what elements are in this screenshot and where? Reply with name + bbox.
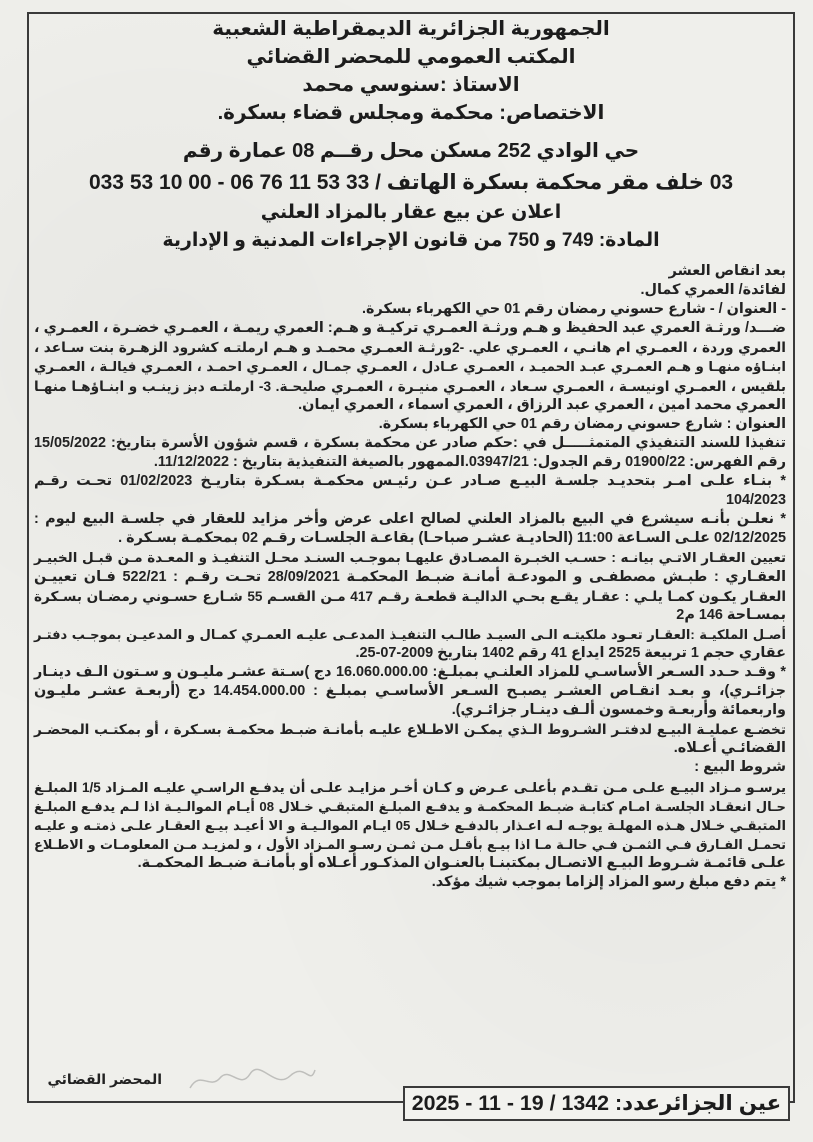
body-line: ضـــد/ ورثـة العمري عبد الحفيظ و هـم ورثـة العمـري تركيـة و هـم: العمري ريمـة ، العمـري خضـرة ، العمـري ، — [34, 320, 786, 337]
signature-label: المحضر القضائي — [47, 1071, 162, 1087]
body-line: العقـاري : طبـش مصطفـى و المودعـة أمانـة ضبـط المحكمـة 28/09/2021 تحـت رقـم : 522/21 فـان تعييـن — [34, 568, 787, 585]
signature-scribble-icon — [180, 1060, 320, 1100]
body-line: * وقـد حـدد السـعر الأساسـي للمزاد العلنـي بمبلـغ: 16.060.000.00 دج )سـتة عشـر مليـون و سـتون الـف دينـار — [34, 663, 786, 680]
body-line: أصـل الملكيـة :العقـار تعـود ملكيتـه الـى السيـد طالـب التنفيـذ المدعـى عليـه العمـري كمـال و المدعيـن بموجـب دفتـر — [34, 626, 786, 642]
publication-number-badge: عين الجزائرعدد: 1342 / 19 - 11 - 2025 — [403, 1086, 790, 1121]
header-address-phone: 03 خلف مقر محكمة بسكرة الهاتف / 33 53 11 76 06 - 00 10 53 033 — [88, 171, 734, 194]
header-notice-title: اعلان عن بيع عقار بالمزاد العلني — [260, 202, 562, 223]
body-line: القضائـي أعـلاه. — [673, 740, 786, 757]
body-line: * نعلـن بأنـه سيشرع في البيع بالمزاد العلني لصالح اعلى عرض وأخر مزايد للعقار في جلسـة البيع ليوم : — [34, 511, 786, 528]
body-line: جزائـري)، و بعـد انقـاص العشـر يصبـح السـعر الأساسـي بمبلـغ : 14.454.000.00 دج (أربعـة عشـر مليـون — [34, 683, 786, 700]
body-line: بلقيس ، العمـري اونيسـة ، العمـري سـعاد ، العمـري منيـرة ، العمـري صليحـة. 3- ارملتـه دبز زينـب و ابنـاؤهـا منهـا — [34, 378, 786, 394]
header-office-name: المكتب العمومي للمحضر القضائي — [246, 46, 576, 68]
header-jurisdiction: الاختصاص: محكمة ومجلس قضاء بسكرة. — [217, 102, 605, 124]
body-line: لفائدة/ العمري كمال. — [640, 282, 786, 299]
body-line: عقاري حجم 1 تربيعة 2525 ايداع 41 رقم 1402 بتاريخ 2009-07-25. — [355, 644, 786, 661]
body-line: رقم الفهرس: 01900/22 رقم الجدول: 03947/21.الممهور بالصيغة التنفيذية بتاريخ : 11/12/2022. — [153, 453, 786, 470]
body-line: يرسـو مـزاد البيـع علـى مـن تقـدم بأعلـى عـرض و كـان أخـر مزايـد علـى أن يدفـع الراسـي عليـه المـزاد 1/5 المبلـغ — [34, 779, 787, 795]
body-line: حـال انعقـاد الجلسـة امـام كتابـة ضبـط المحكمـة و يدفـع المبلـغ المتبقـي خـلال 08 أيـام الموالـيـة اذا لـم يدفـع المبلـغ — [34, 798, 786, 814]
body-line: * يتم دفع مبلغ رسو المزاد إلزاما بموجب شيك مؤكد. — [431, 874, 786, 890]
body-line: واربعمائة وأربعـة وخمسون ألـف دينـار جزائـري). — [451, 702, 786, 719]
body-line: * بنـاء علـى امـر بتحديـد جلسـة البيـع صـادر عـن رئيـس محكمـة بسـكرة بتاريـخ 01/02/2023 تحـت رقـم — [34, 473, 786, 490]
body-line: المتبقـي خـلال هـذه المهلـة يوجـه لـه اعـذار بالدفـع خـلال 05 ايـام الموالـيـة و الا أعيـد بيـع العقـار علـى ذمتـه و عليـه — [34, 817, 786, 833]
body-line: بمسـاحة 146 م2 — [676, 606, 786, 623]
body-line: العقـار يكـون كمـا يلـي : عقـار يقـع بحـي الداليـة قطعـة رقـم 417 مـن القسـم 55 شـارع حسـوني رمضـان بسـكرة — [34, 588, 786, 604]
body-line: تعيين العقـار الاتـي بيانـه : حسـب الخبـرة المصـادق عليهـا بموجـب السنـد محـل التنفيـذ و المعـدة مـن قبـل الخبيـر — [34, 550, 786, 566]
notice-header — [27, 12, 795, 252]
body-line: 104/2023 — [725, 492, 786, 509]
body-line: العنوان : شارع حسوني رمضان رقم 01 حي الكهرباء بسكرة. — [378, 415, 786, 432]
body-line: العمري وردة ، العمـري ام هانـي ، العمـري علي. -2ورثـة العمـري محمـد و هـم ارملتـه كشرود الزهـرة بنت سـاعد ، — [34, 340, 786, 356]
body-line: 02/12/2025 علـى السـاعة 11:00 (الحاديـة عشـر صباحـا) بقاعـة الجلسـات رقـم 02 بمحكمـة بسـكرة . — [118, 530, 786, 547]
body-line: علـى قائمـة شـروط البيـع الاتصـال بمكتبنـا بالعنـوان المذكـور أعـلاه أو بأمانـة ضبـط المحكمـة. — [137, 854, 786, 871]
body-line: تنفيذا للسند التنفيذي المتمثـــــل في :حكم صادر عن محكمة بسكرة ، قسم شؤون الأسرة بتاريخ: 15/05/2022 — [34, 434, 786, 451]
body-line: ابنـاؤه منهـا و هـم العمـري عبـد الحميـد ، العمـري عـادل ، العمـري جمـال ، العمـري احمـد ، العمـري فيالـة ، العمـري — [34, 359, 786, 375]
body-line: شروط البيع : — [694, 759, 786, 776]
header-republic-name: الجمهورية الجزائرية الديمقراطية الشعبية — [212, 18, 610, 40]
body-line: بعد انقاص العشر — [668, 263, 786, 279]
header-address-line1: حي الوادي 252 مسكن محل رقــم 08 عمارة رقم — [182, 140, 640, 162]
body-line: - العنوان / - شارع حسوني رمضان رقم 01 حي الكهرباء بسكرة. — [362, 301, 786, 318]
header-legal-articles: المادة: 749 و 750 من قانون الإجراءات المدنية و الإدارية — [162, 230, 660, 251]
header-bailiff-name: الاستاذ :سنوسي محمد — [302, 74, 520, 96]
notice-body — [34, 262, 786, 892]
body-line: تخضـع عمليـة البيـع لدفتـر الشـروط الـذي يمكـن الاطـلاع عليـه بأمانـة ضبـط محكمـة بسـكرة ، أو بمكتـب المحضـر — [34, 722, 786, 738]
body-line: العمري محمد امين ، العمري عبد الرزاق ، العمري اسماء ، العمري ايمان. — [298, 396, 786, 413]
body-line: تحمـل الفـارق فـي الثمـن فـي حالـة مـا اذا بيـع بأقـل مـن ثمـن رسـو المـزاد الأول ، و لمزيـد مـن المعلومـات و الاطـلاع — [34, 836, 786, 852]
